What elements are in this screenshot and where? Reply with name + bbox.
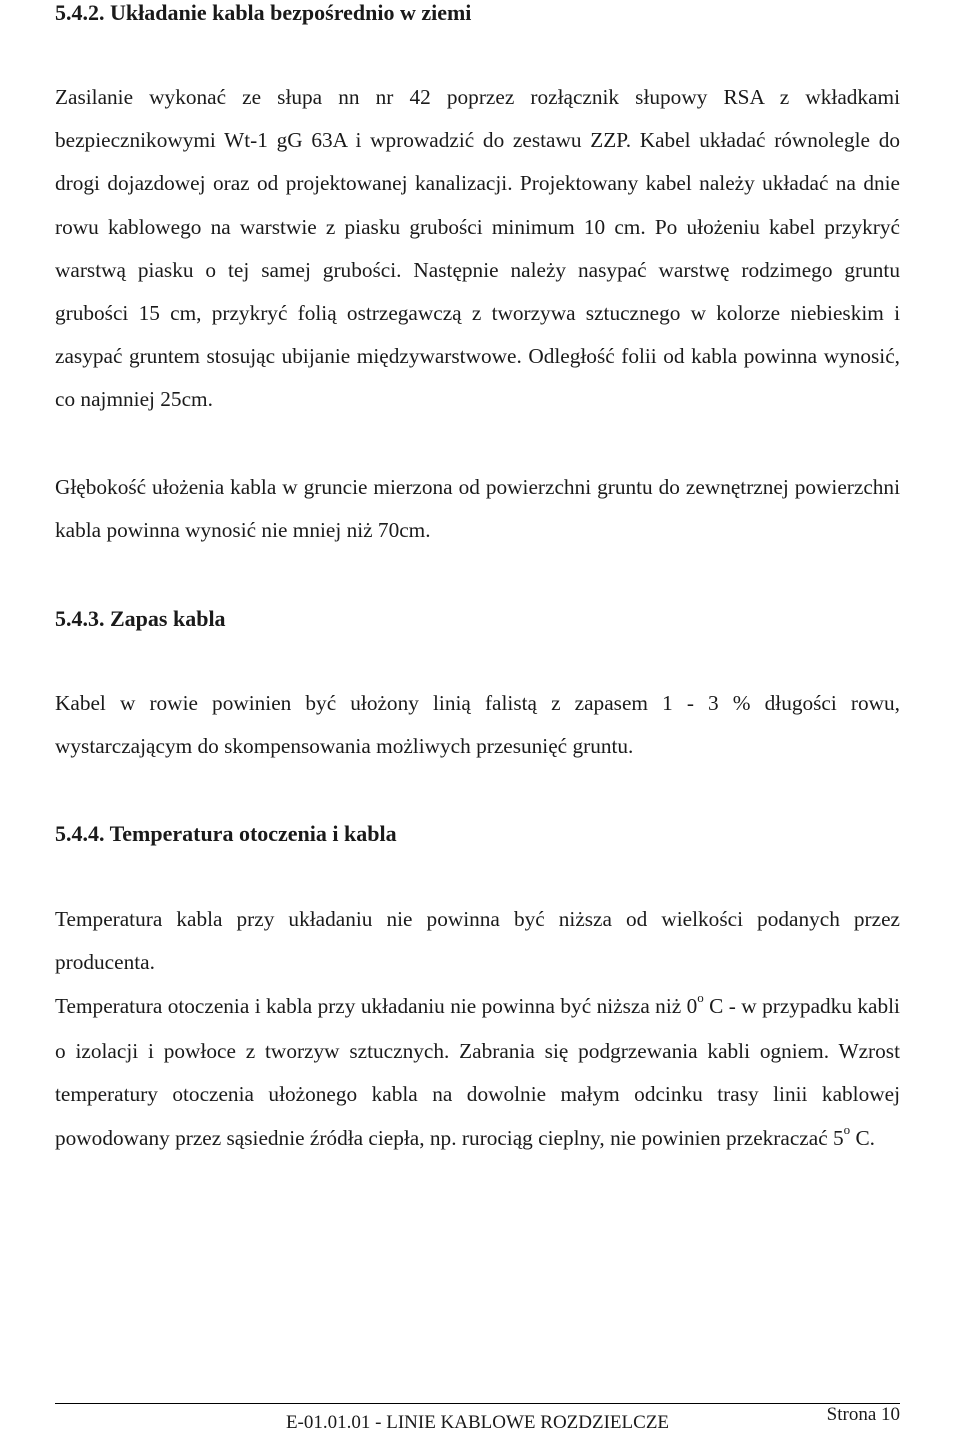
footer-divider xyxy=(55,1403,900,1404)
ambient-temp-text-1: Temperatura otoczenia i kabla przy układaniu nie powinna być niższa niż 0 xyxy=(55,994,698,1018)
ambient-temp-text-3: C. xyxy=(850,1125,875,1150)
section-heading-5-4-2: 5.4.2. Układanie kabla bezpośrednio w ziemi xyxy=(55,0,472,25)
paragraph-ambient-temperature xyxy=(55,985,900,1162)
paragraph-cable-reserve: Kabel w rowie powinien być ułożony linią falistą z zapasem 1 - 3 % długości rowu, wystarczającym do skompensowania możliwych przesunięć gruntu. xyxy=(55,691,900,759)
degree-superscript-2: o xyxy=(843,1121,851,1137)
section-heading-5-4-3: 5.4.3. Zapas kabla xyxy=(55,606,226,631)
paragraph-cable-depth: Głębokość ułożenia kabla w gruncie mierzona od powierzchni gruntu do zewnętrznej powierzchni kabla powinna wynosić nie mniej niż 70cm. xyxy=(55,475,900,543)
section-heading-5-4-4: 5.4.4. Temperatura otoczenia i kabla xyxy=(55,821,397,846)
ambient-temp-text-2: C - w przypadku kabli o izolacji i powłoce z tworzyw sztucznych. Zabrania się podgrzewania kabli ogniem. Wzrost temperatury otoczenia ułożonego kabla na dowolnie małym odcinku trasy linii kablowej powodowany przez sąsiednie źródła ciepła, np. rurociąg cieplny, nie powinien przekraczać 5 xyxy=(55,994,900,1150)
paragraph-cable-temperature: Temperatura kabla przy układaniu nie powinna być niższa od wielkości podanych przez producenta. xyxy=(55,907,900,975)
degree-superscript-1: o xyxy=(697,990,704,1005)
footer-document-title: E-01.01.01 - LINIE KABLOWE ROZDZIELCZE xyxy=(285,1412,670,1433)
paragraph-cable-laying: Zasilanie wykonać ze słupa nn nr 42 poprzez rozłącznik słupowy RSA z wkładkami bezpiecznikowymi Wt-1 gG 63A i wprowadzić do zestawu ZZP. Kabel układać równolegle do drogi dojazdowej oraz od projektowanej kanalizacji. Projektowany kabel należy układać na dnie rowu kablowego na warstwie z piasku grubości minimum 10 cm. Po ułożeniu kabel przykryć warstwą piasku o tej samej grubości. Następnie należy nasypać warstwę rodzimego gruntu grubości 15 cm, przykryć folią ostrzegawczą z tworzywa sztucznego w kolorze niebieskim i zasypać gruntem stosując ubijanie międzywarstwowe. Odległość folii od kabla powinna wynosić, co najmniej 25cm. xyxy=(55,85,900,412)
footer-page-number: Strona 10 xyxy=(826,1404,900,1425)
